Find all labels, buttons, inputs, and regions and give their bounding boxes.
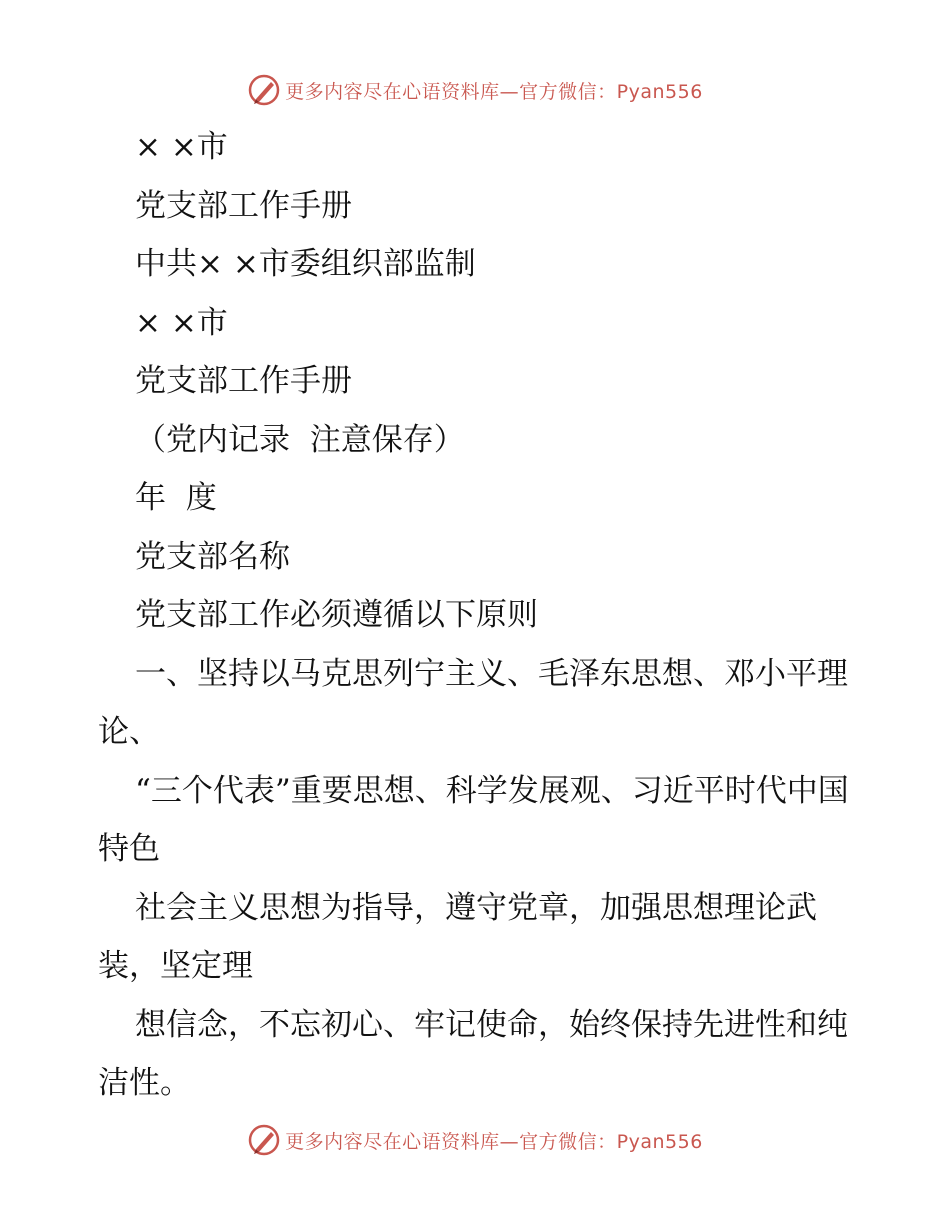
pen-logo-icon [247, 1123, 281, 1157]
doc-line: 年 度 [135, 480, 217, 516]
body-paragraph: “三个代表”重要思想、科学发展观、习近平时代中国特色 [98, 772, 849, 867]
doc-line: 中共× ×市委组织部监制 [135, 246, 476, 282]
banner-text [285, 1127, 703, 1154]
body-paragraph: 想信念，不忘初心、牢记使命，始终保持先进性和纯洁性。 [98, 1006, 848, 1101]
doc-line: × ×市 [135, 304, 228, 341]
banner-slogan: 更多内容尽在心语资料库—官方微信： [285, 80, 617, 103]
doc-line: × ×市 [135, 129, 228, 165]
wechat-id: Pyan556 [616, 80, 703, 103]
header-banner [0, 70, 950, 110]
doc-line: 党支部工作手册 [135, 363, 352, 399]
pen-logo-icon [247, 73, 281, 107]
body-paragraph: 社会主义思想为指导，遵守党章，加强思想理论武装，坚定理 [98, 889, 817, 984]
banner-text [285, 77, 703, 104]
banner-slogan: 更多内容尽在心语资料库—官方微信： [285, 1130, 617, 1153]
doc-line: （党内记录 注意保存） [135, 421, 465, 458]
doc-line: 党支部名称 [135, 538, 290, 575]
doc-line: 党支部工作必须遵循以下原则 [135, 597, 538, 633]
doc-line: 党支部工作手册 [135, 187, 352, 224]
document-body [98, 118, 858, 1113]
wechat-id: Pyan556 [616, 1130, 703, 1153]
footer-banner [0, 1120, 950, 1160]
body-paragraph: 一、坚持以马克思列宁主义、毛泽东思想、邓小平理论、 [98, 655, 848, 750]
